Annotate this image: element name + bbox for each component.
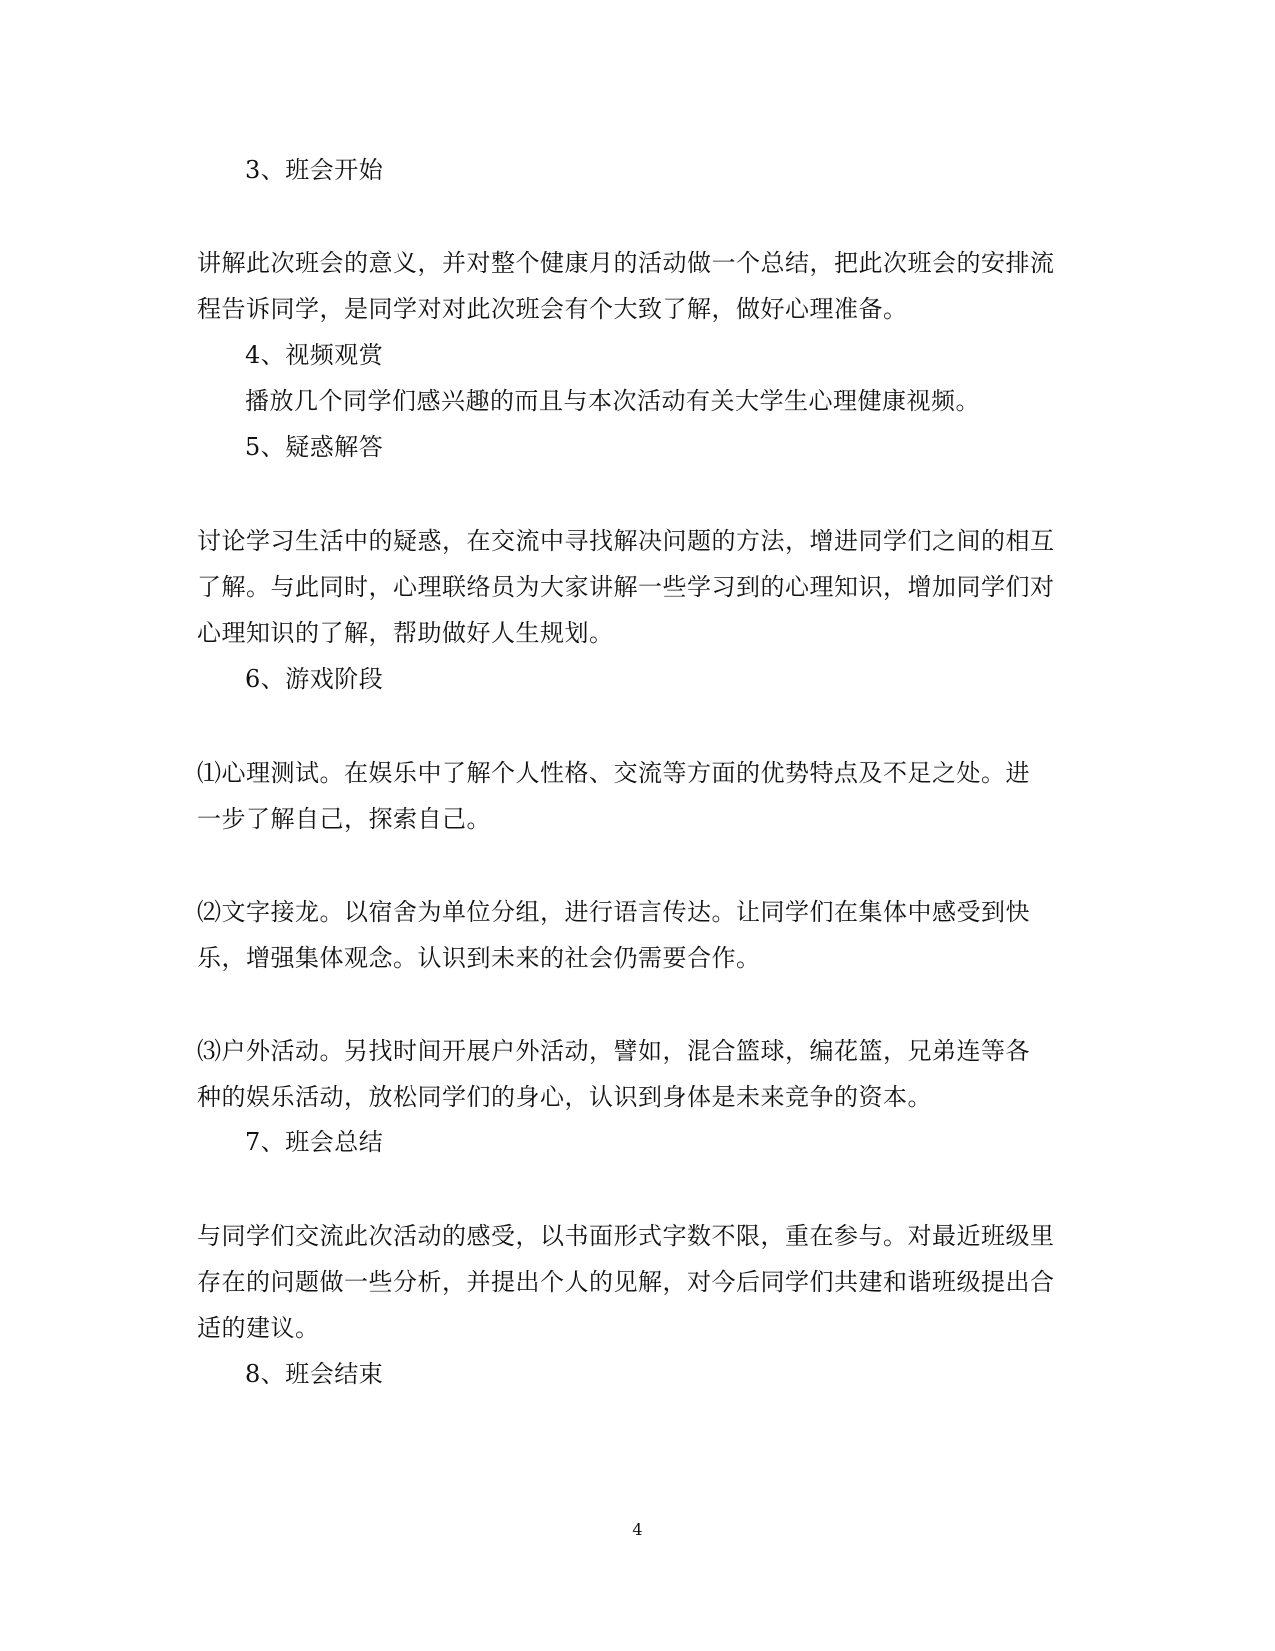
section-heading-end: 8、班会结束: [245, 1360, 384, 1388]
section-heading-summary: 7、班会总结: [245, 1128, 384, 1156]
paragraph-line: 讲解此次班会的意义，并对整个健康月的活动做一个总结，把此次班会的安排流: [197, 249, 1055, 277]
paragraph-line: ⑶户外活动。另找时间开展户外活动，譬如，混合篮球，编花篮，兄弟连等各: [197, 1037, 1030, 1065]
paragraph-line: 了解。与此同时，心理联络员为大家讲解一些学习到的心理知识，增加同学们对: [197, 573, 1055, 601]
section-heading-qa: 5、疑惑解答: [245, 433, 384, 461]
paragraph-line: ⑴心理测试。在娱乐中了解个人性格、交流等方面的优势特点及不足之处。进: [197, 759, 1030, 787]
paragraph-line: 种的娱乐活动，放松同学们的身心，认识到身体是未来竞争的资本。: [197, 1083, 932, 1111]
paragraph-line: 与同学们交流此次活动的感受，以书面形式字数不限，重在参与。对最近班级里: [197, 1222, 1055, 1250]
paragraph-line: 程告诉同学，是同学对对此次班会有个大致了解，做好心理准备。: [197, 295, 908, 323]
paragraph-line: ⑵文字接龙。以宿舍为单位分组，进行语言传达。让同学们在集体中感受到快: [197, 898, 1030, 926]
paragraph-line: 乐，增强集体观念。认识到未来的社会仍需要合作。: [197, 944, 761, 972]
paragraph-line: 播放几个同学们感兴趣的而且与本次活动有关大学生心理健康视频。: [245, 387, 980, 415]
paragraph-line: 适的建议。: [197, 1314, 320, 1342]
paragraph-line: 心理知识的了解，帮助做好人生规划。: [197, 619, 614, 647]
page-number: 4: [632, 1520, 643, 1539]
paragraph-line: 讨论学习生活中的疑惑，在交流中寻找解决问题的方法，增进同学们之间的相互: [197, 527, 1055, 555]
section-heading-games: 6、游戏阶段: [245, 665, 384, 693]
section-heading-class-start: 3、班会开始: [245, 156, 384, 184]
paragraph-line: 存在的问题做一些分析，并提出个人的见解，对今后同学们共建和谐班级提出合: [197, 1268, 1055, 1296]
paragraph-line: 一步了解自己，探索自己。: [197, 805, 491, 833]
section-heading-video: 4、视频观赏: [245, 341, 384, 369]
